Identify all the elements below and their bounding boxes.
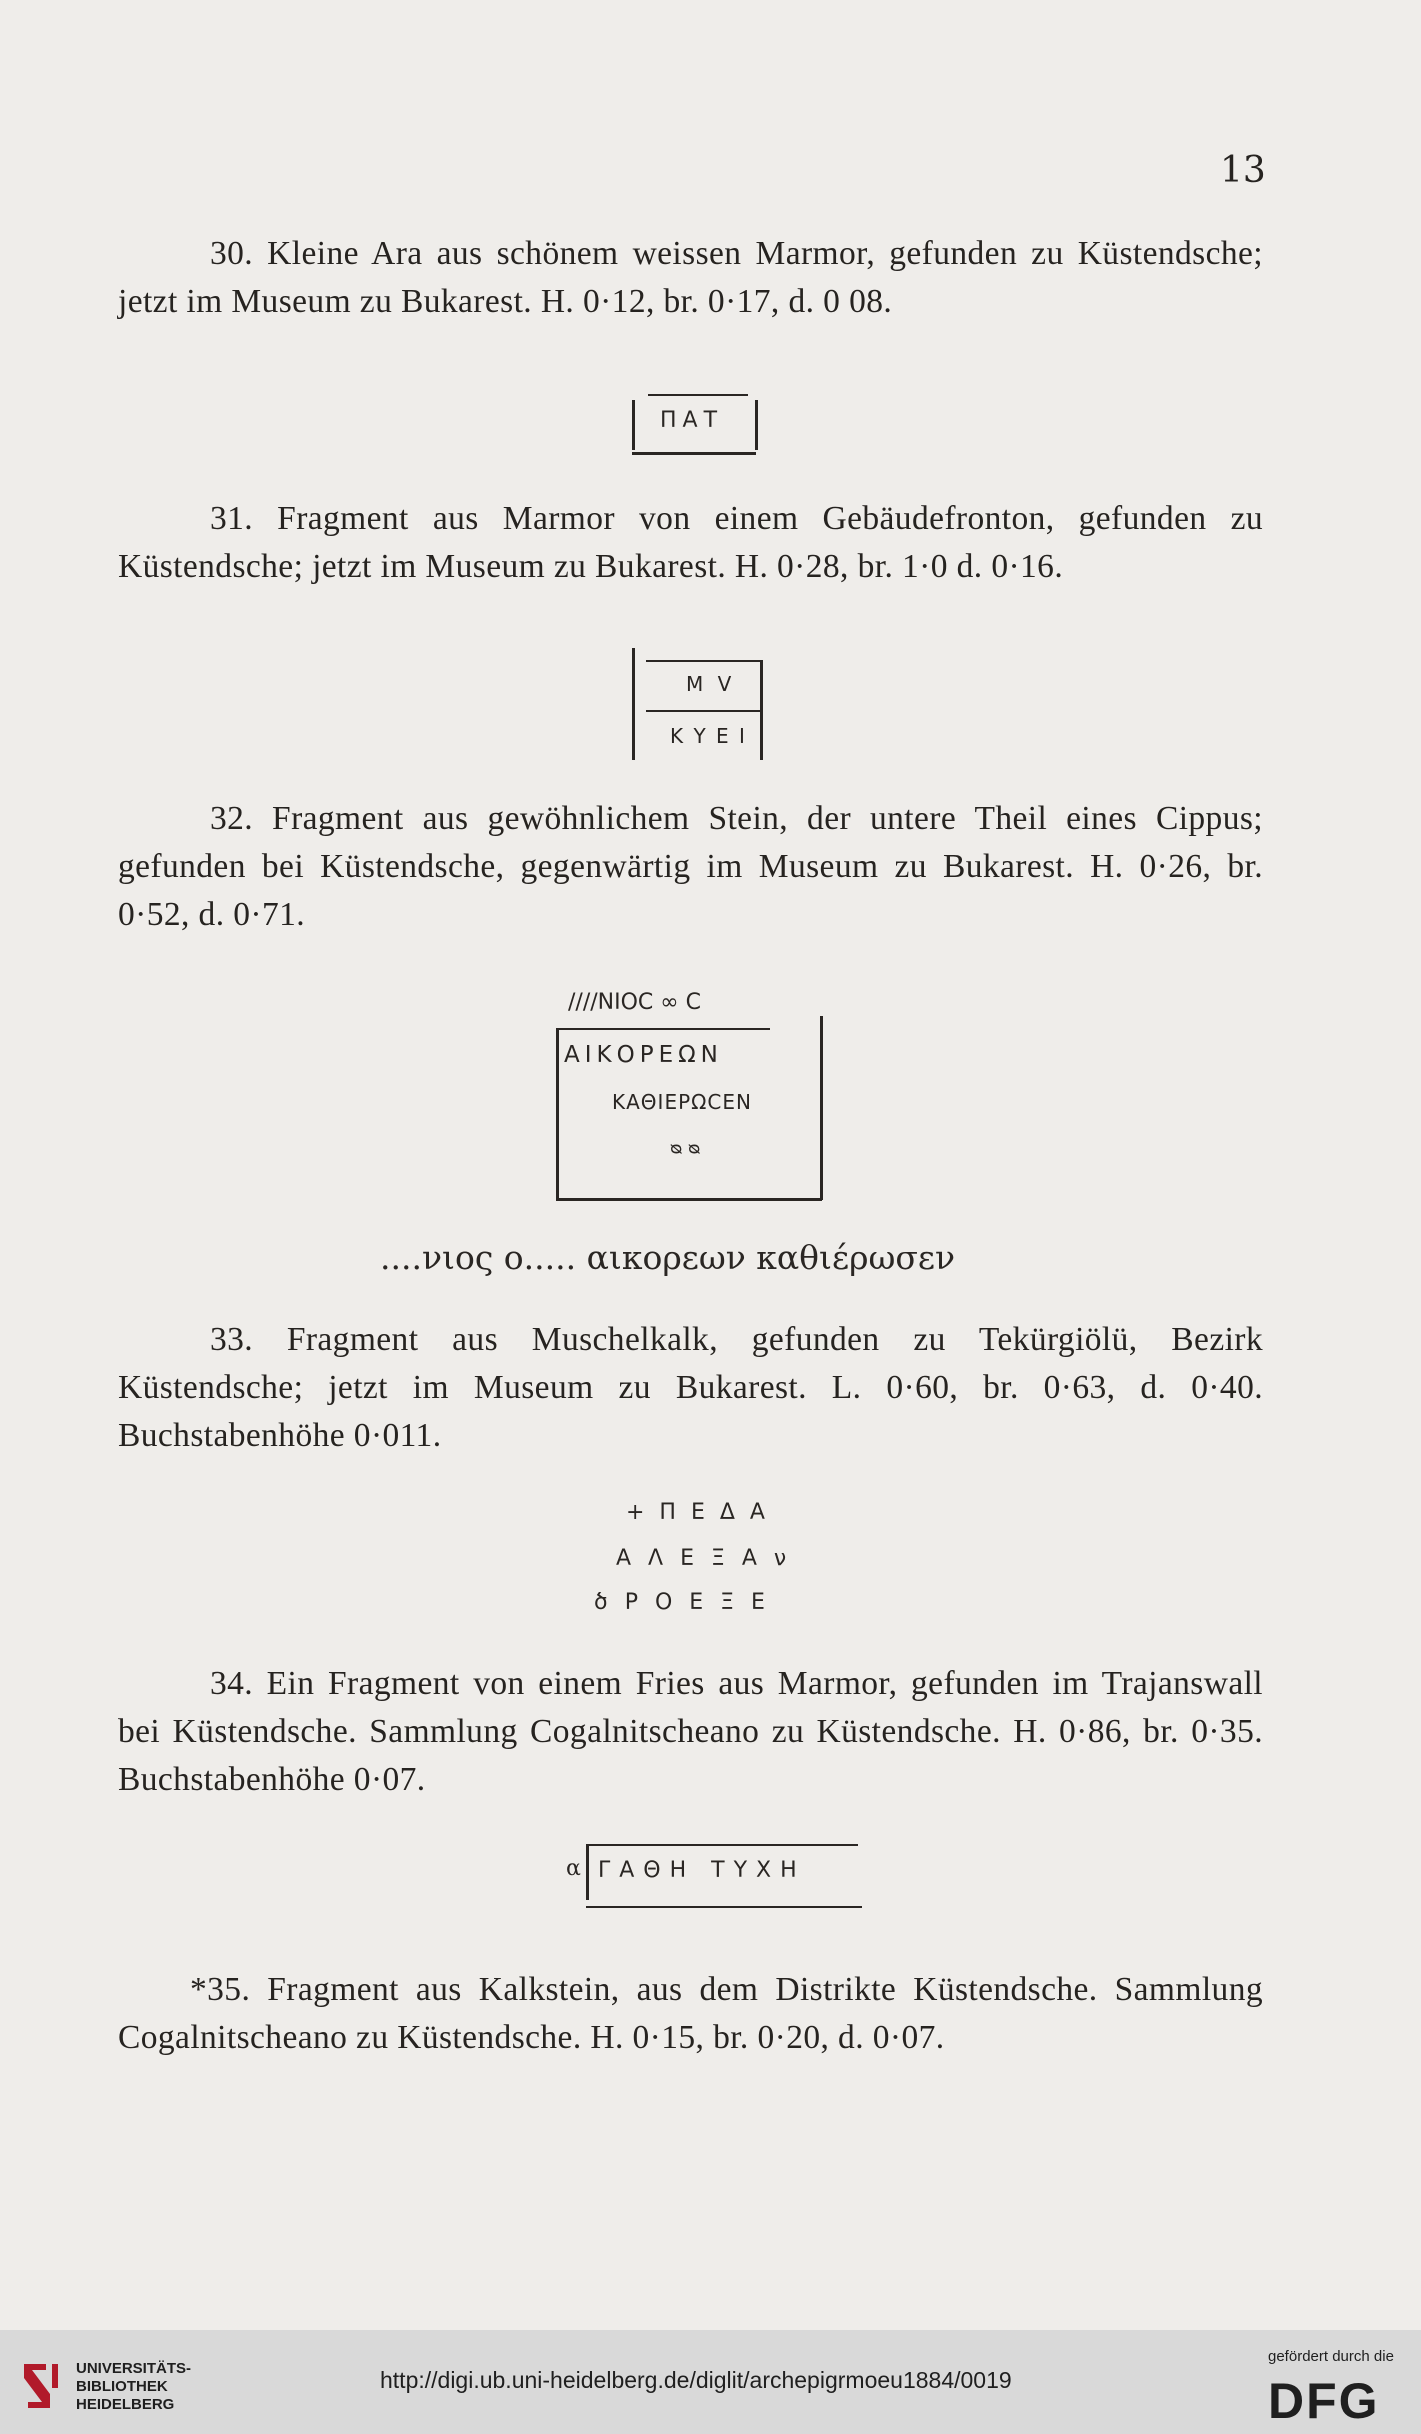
inscription-31-line-1: Μ V xyxy=(686,672,736,696)
inscription-32-line-2: ΑΙΚΟΡΕΩΝ xyxy=(564,1042,723,1068)
inscription-33-line-1: + Π Ε Δ Α xyxy=(626,1500,769,1525)
inscription-32-transcription: ....νιος ο..... αικορεων καθιέρωσεν xyxy=(380,1238,956,1277)
inscription-31-line-2: Κ Υ Ε Ι xyxy=(670,724,747,748)
inscription-33-line-3: ծ Ρ Ο Ε Ξ Ε xyxy=(594,1590,770,1615)
inscription-34-topline xyxy=(586,1844,858,1846)
university-seal-icon xyxy=(16,2358,62,2414)
inscription-34-bottomline xyxy=(586,1906,862,1908)
inscription-32-bottomline xyxy=(556,1198,822,1201)
inscription-32-leftline xyxy=(556,1028,559,1200)
funding-note: gefördert durch die xyxy=(1268,2348,1394,2365)
source-url[interactable]: http://digi.ub.uni-heidelberg.de/diglit/archepigrmoeu1884/0019 xyxy=(380,2367,1012,2393)
inscription-30-text: ΠΑΤ xyxy=(660,408,724,433)
inscription-32-line-3: ΚΑΘΙΕΡΩCΕΝ xyxy=(612,1090,752,1114)
inscription-31-rightline xyxy=(760,660,763,760)
entry-34: 34. Ein Fragment von einem Fries aus Marmor, gefunden im Trajanswall bei Küstendsche. Sammlung Cogalnitscheano zu Küstendsche. H. 0·86, br. 0·35. Buchstabenhöhe 0·07. xyxy=(118,1665,1263,1798)
inscription-31-topline xyxy=(646,660,760,662)
institution-name: UNIVERSITÄTS- BIBLIOTHEK HEIDELBERG xyxy=(76,2360,192,2413)
inscription-31-midline xyxy=(646,710,760,712)
inscription-32-topline xyxy=(556,1028,770,1030)
inscription-32-line-4: ᴓ ᴓ xyxy=(670,1138,701,1159)
entry-31: 31. Fragment aus Marmor von einem Gebäudefronton, gefunden zu Küstendsche; jetzt im Museum zu Bukarest. H. 0·28, br. 1·0 d. 0·16. xyxy=(118,500,1263,585)
inscription-32-line-1: ////ΝΙΟC ∞ C xyxy=(568,990,701,1015)
inscription-32-rightline xyxy=(820,1016,823,1200)
entry-33: 33. Fragment aus Muschelkalk, gefunden zu Tekürgiölü, Bezirk Küstendsche; jetzt im Museum zu Bukarest. L. 0·60, br. 0·63, d. 0·40. Buchstabenhöhe 0·011. xyxy=(118,1321,1263,1454)
entry-32: 32. Fragment aus gewöhnlichem Stein, der untere Theil eines Cippus; gefunden bei Küstendsche, gegenwärtig im Museum zu Bukarest. H. 0·26, br. 0·52, d. 0·71. xyxy=(118,800,1263,933)
entry-30: 30. Kleine Ara aus schönem weissen Marmor, gefunden zu Küstendsche; jetzt im Museum zu Bukarest. H. 0·12, br. 0·17, d. 0 08. xyxy=(118,235,1263,320)
inscription-34-leftline xyxy=(586,1844,589,1900)
dfg-logo: DFG xyxy=(1268,2373,1380,2429)
inscription-30-bottomline xyxy=(632,452,756,455)
footer-bar xyxy=(0,2330,1421,2434)
inscription-33-line-2: Α Λ Ε Ξ Α ν xyxy=(616,1546,792,1571)
inscription-34-text: ΓΑΘΗ ΤΥΧΗ xyxy=(598,1858,806,1883)
inscription-30-topline xyxy=(648,394,748,396)
inscription-31-leftline xyxy=(632,648,635,760)
entry-35: *35. Fragment aus Kalkstein, aus dem Distrikte Küstendsche. Sammlung Cogalnitscheano zu Küstendsche. H. 0·15, br. 0·20, d. 0·07. xyxy=(118,1971,1263,2056)
page-number: 13 xyxy=(1220,150,1266,191)
inscription-34-prefix: α xyxy=(566,1856,581,1881)
